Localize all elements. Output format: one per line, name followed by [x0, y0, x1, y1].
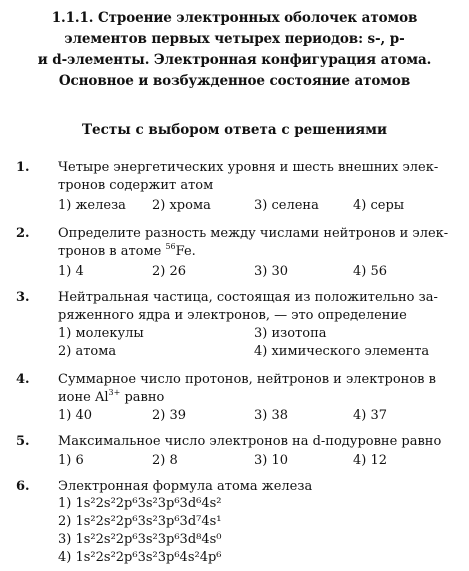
question-text-line: тронов содержит атом [58, 178, 214, 193]
section-title [0, 8, 469, 92]
question-text-line: Четыре энергетических уровня и шесть внешних элек- [58, 160, 439, 175]
answer-option[interactable]: 2) атома [58, 344, 117, 359]
answer-option[interactable]: 1) молекулы [58, 326, 144, 341]
answer-option[interactable]: 3) 1s²2s²2p⁶3s²3p⁶3d⁸4s⁰ [58, 532, 222, 547]
answer-option[interactable]: 1) 4 [58, 264, 84, 279]
question-number: 5. [16, 434, 30, 449]
title-line-1: 1.1.1. Строение электронных оболочек атомов [51, 10, 418, 26]
question-text-line: Максимальное число электронов на d-подуровне равно [58, 434, 442, 449]
answer-option[interactable]: 4) 37 [353, 408, 388, 423]
question-number: 3. [16, 290, 30, 305]
isotope-mass-number: 56 [165, 241, 176, 251]
answer-option[interactable]: 2) 1s²2s²2p⁶3s²3p⁶3d⁷4s¹ [58, 514, 222, 529]
question-number: 6. [16, 479, 30, 494]
answer-option[interactable]: 4) серы [353, 198, 405, 213]
question-text-line: ряженного ядра и электронов, — это определение [58, 308, 407, 323]
question-number: 4. [16, 372, 30, 387]
answer-option[interactable]: 2) 26 [152, 264, 187, 279]
question-number: 2. [16, 226, 30, 241]
answer-option[interactable]: 1) железа [58, 198, 126, 213]
question-text-line: Нейтральная частица, состоящая из положительно за- [58, 290, 438, 305]
title-line-2: элементов первых четырех периодов: s-, p- [64, 31, 405, 47]
question-text: тронов в атоме [58, 244, 162, 259]
answer-option[interactable]: 1) 40 [58, 408, 93, 423]
answer-option[interactable]: 3) 30 [254, 264, 289, 279]
answer-option[interactable]: 4) 12 [353, 453, 388, 468]
question-text-line: Определите разность между числами нейтронов и элек- [58, 226, 449, 241]
answer-option[interactable]: 3) 10 [254, 453, 289, 468]
question-text-line: Суммарное число протонов, нейтронов и электронов в [58, 372, 436, 387]
answer-option[interactable]: 2) 8 [152, 453, 178, 468]
answer-option[interactable]: 4) 56 [353, 264, 388, 279]
answer-option[interactable]: 2) 39 [152, 408, 187, 423]
title-line-3: и d-элементы. Электронная конфигурация атома. [37, 52, 432, 68]
ion-charge: 3+ [108, 387, 121, 397]
answer-option[interactable]: 3) изотопа [254, 326, 327, 341]
question-text-tail: равно [120, 390, 165, 405]
answer-option[interactable]: 3) 38 [254, 408, 289, 423]
question-text-line-2 [58, 241, 196, 259]
question-text-line-2 [58, 387, 165, 405]
answer-option[interactable]: 2) хрома [152, 198, 211, 213]
element-symbol: Al [95, 390, 109, 405]
question-number: 1. [16, 160, 30, 175]
question-text-line: Электронная формула атома железа [58, 479, 313, 494]
question-text: ионе [58, 390, 91, 405]
answer-option[interactable]: 1) 1s²2s²2p⁶3s²3p⁶3d⁶4s² [58, 496, 222, 511]
element-symbol: Fe [175, 244, 192, 259]
tests-subtitle: Тесты с выбором ответа с решениями [82, 122, 387, 138]
answer-option[interactable]: 1) 6 [58, 453, 84, 468]
punctuation: . [191, 244, 196, 259]
answer-option[interactable]: 3) селена [254, 198, 319, 213]
answer-option[interactable]: 4) химического элемента [254, 344, 430, 359]
title-line-4: Основное и возбужденное состояние атомов [58, 73, 411, 89]
answer-option[interactable]: 4) 1s²2s²2p⁶3s²3p⁶4s²4p⁶ [58, 550, 222, 565]
